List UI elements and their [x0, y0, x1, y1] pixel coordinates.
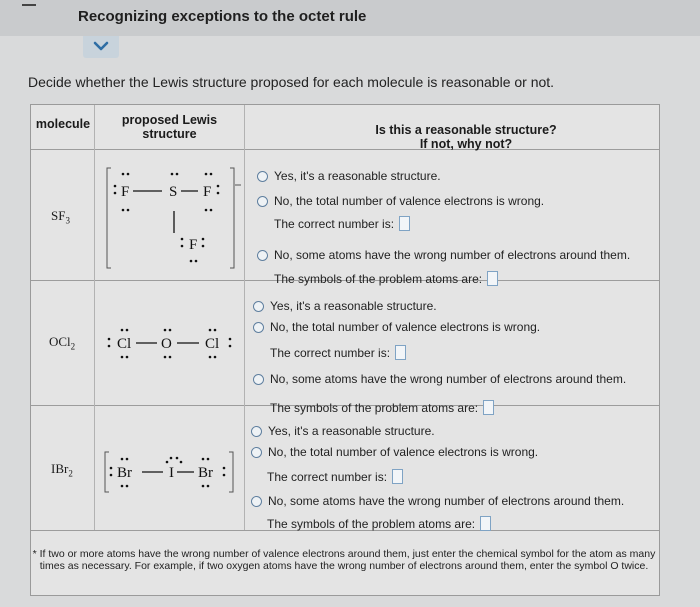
option-yes-sf3[interactable]: Yes, it's a reasonable structure.	[257, 169, 441, 183]
atom-br-left: Br	[117, 465, 132, 481]
symbols-input-ocl2[interactable]	[483, 400, 494, 415]
correct-number-input-sf3[interactable]	[399, 216, 410, 231]
correct-number-sf3: The correct number is:	[274, 216, 410, 231]
header-question: Is this a reasonable structure? If not, why not?	[375, 123, 557, 151]
option-atoms-ibr2[interactable]: No, some atoms have the wrong number of electrons around them.	[251, 494, 624, 508]
radio-icon[interactable]	[253, 322, 264, 333]
radio-icon[interactable]	[251, 496, 262, 507]
atom-o: O	[161, 336, 172, 352]
option-valence-ibr2[interactable]: No, the total number of valence electrons is wrong.	[251, 445, 538, 459]
header-lewis: proposed Lewis structure	[121, 113, 218, 141]
radio-icon[interactable]	[257, 196, 268, 207]
symbols-ibr2: The symbols of the problem atoms are:	[267, 516, 491, 531]
option-atoms-sf3[interactable]: No, some atoms have the wrong number of electrons around them.	[257, 248, 630, 262]
option-yes-ibr2[interactable]: Yes, it's a reasonable structure.	[251, 424, 435, 438]
lewis-structure-ibr2	[97, 440, 243, 500]
atom-cl-left: Cl	[117, 336, 132, 352]
atom-f-right: F	[203, 184, 212, 200]
molecule-ibr2: IBr$_2$	[51, 461, 73, 479]
header-bar	[0, 0, 700, 36]
symbols-input-sf3[interactable]	[487, 271, 498, 286]
atom-cl-right: Cl	[205, 336, 220, 352]
atom-f-bottom: F	[189, 237, 198, 253]
lewis-structure-ocl2	[97, 320, 243, 370]
option-yes-ocl2[interactable]: Yes, it's a reasonable structure.	[253, 299, 437, 313]
instruction-text: Decide whether the Lewis structure proposed for each molecule is reasonable or not.	[28, 74, 555, 90]
page-title: Recognizing exceptions to the octet rule	[78, 8, 367, 25]
atom-f-left: F	[121, 184, 130, 200]
symbols-ocl2: The symbols of the problem atoms are:	[270, 400, 494, 415]
footnote: * If two or more atoms have the wrong number of valence electrons around them, just enter the chemical symbol for the atom as many times as necessary. For example, if two oxygen atoms have the wrong number of electrons around them, enter the symbol O twice.	[32, 548, 656, 572]
correct-number-input-ibr2[interactable]	[392, 469, 403, 484]
radio-icon[interactable]	[251, 447, 262, 458]
option-valence-sf3[interactable]: No, the total number of valence electrons is wrong.	[257, 194, 544, 208]
radio-icon[interactable]	[251, 426, 262, 437]
radio-icon[interactable]	[253, 374, 264, 385]
correct-number-input-ocl2[interactable]	[395, 345, 406, 360]
lewis-structure-sf3	[97, 153, 243, 277]
symbols-input-ibr2[interactable]	[480, 516, 491, 531]
radio-icon[interactable]	[253, 301, 264, 312]
molecule-table	[30, 104, 660, 596]
option-valence-ocl2[interactable]: No, the total number of valence electrons is wrong.	[253, 320, 540, 334]
atom-br-right: Br	[198, 465, 213, 481]
collapse-button[interactable]	[83, 36, 119, 58]
molecule-sf3: $SF_3$	[51, 208, 70, 226]
header-molecule: molecule	[35, 117, 91, 131]
menu-icon[interactable]	[22, 4, 36, 6]
atom-s: S	[169, 184, 178, 200]
radio-icon[interactable]	[257, 171, 268, 182]
symbols-sf3: The symbols of the problem atoms are:	[274, 271, 498, 286]
molecule-ocl2: OCl$_2$	[49, 334, 76, 352]
correct-number-ocl2: The correct number is:	[270, 345, 406, 360]
option-atoms-ocl2[interactable]: No, some atoms have the wrong number of electrons around them.	[253, 372, 626, 386]
correct-number-ibr2: The correct number is:	[267, 469, 403, 484]
atom-i: I	[169, 465, 174, 481]
chevron-down-icon	[93, 41, 109, 52]
radio-icon[interactable]	[257, 250, 268, 261]
